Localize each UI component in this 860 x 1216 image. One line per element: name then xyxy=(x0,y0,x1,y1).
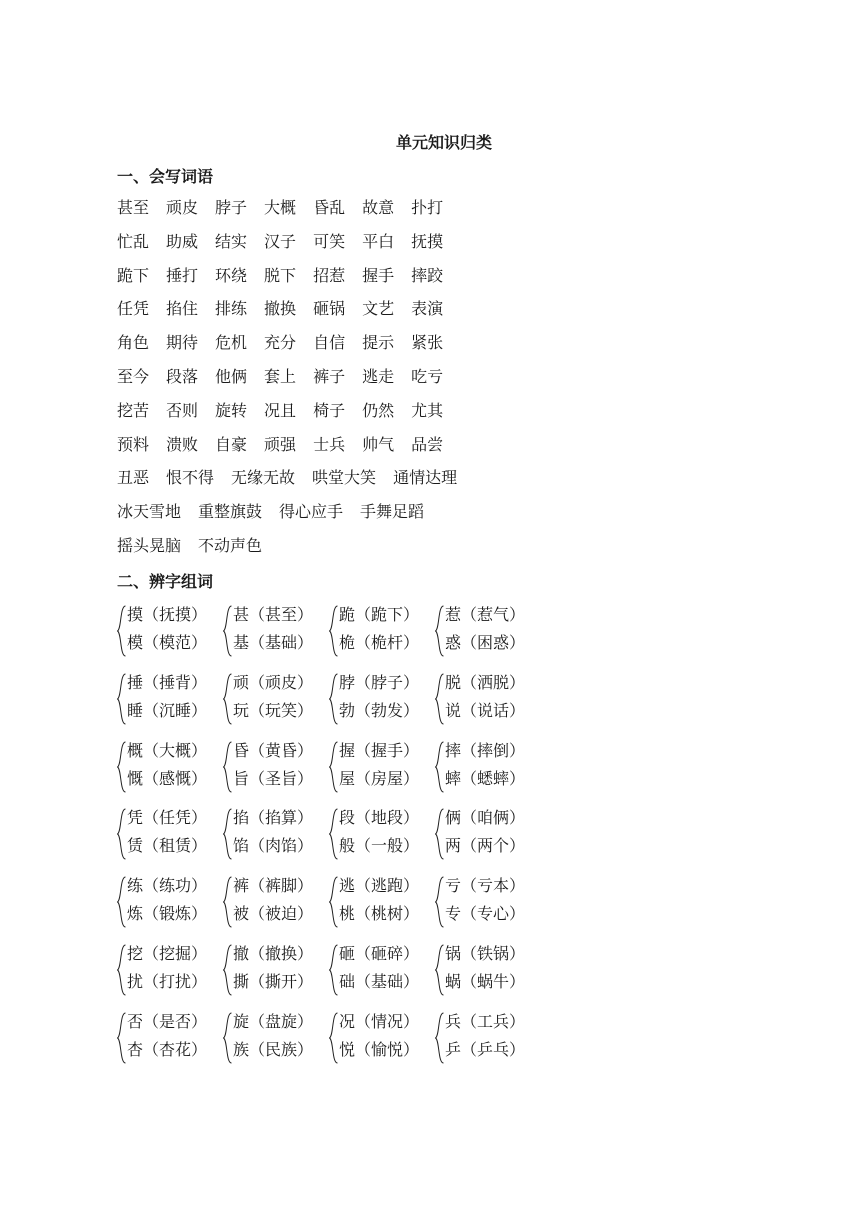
character-pair xyxy=(329,874,435,930)
word-item: 抚摸 xyxy=(411,231,444,251)
word-list xyxy=(117,197,474,569)
word-item: 椅子 xyxy=(313,400,346,420)
character-pair xyxy=(117,739,223,795)
word-row xyxy=(117,197,474,231)
character-pair xyxy=(329,739,435,795)
word-item: 昏乱 xyxy=(313,198,346,217)
pair-line: 惑（困惑） xyxy=(445,633,526,652)
brace-icon xyxy=(435,876,444,932)
brace-icon xyxy=(435,741,444,797)
word-item: 脱下 xyxy=(264,265,297,285)
character-pair xyxy=(223,874,329,930)
pair-line: 说（说话） xyxy=(445,700,526,720)
character-pair xyxy=(435,942,541,998)
word-item: 哄堂大笑 xyxy=(312,468,377,488)
word-item: 招惹 xyxy=(313,265,346,285)
word-item: 挖苦 xyxy=(117,400,150,420)
pair-line: 摸（抚摸） xyxy=(127,605,208,624)
word-item: 砸锅 xyxy=(313,299,346,319)
word-item: 摔跤 xyxy=(411,265,444,285)
brace-icon xyxy=(223,605,232,661)
pair-line: 段（地段） xyxy=(339,808,420,828)
pair-line: 桃（桃树） xyxy=(339,904,420,924)
pair-group xyxy=(117,739,541,807)
character-pair xyxy=(223,739,329,795)
pair-line: 裤（裤脚） xyxy=(233,876,314,896)
word-item: 脖子 xyxy=(215,198,248,217)
pair-line: 握（握手） xyxy=(339,740,420,760)
pair-line: 杏（杏花） xyxy=(127,1039,208,1059)
pair-line: 脱（洒脱） xyxy=(445,672,526,692)
word-item: 忙乱 xyxy=(117,231,150,251)
word-item: 吃亏 xyxy=(411,366,444,386)
word-item: 得心应手 xyxy=(279,502,344,522)
brace-icon xyxy=(223,1012,232,1068)
character-pair xyxy=(117,671,223,727)
pair-group xyxy=(117,1010,541,1078)
word-item: 环绕 xyxy=(215,265,248,285)
word-item: 可笑 xyxy=(313,231,346,251)
brace-icon xyxy=(117,808,126,864)
word-item: 士兵 xyxy=(313,434,346,454)
word-item: 手舞足蹈 xyxy=(360,502,425,522)
word-row xyxy=(117,231,474,265)
word-item: 裤子 xyxy=(313,366,346,386)
word-item: 表演 xyxy=(411,299,444,319)
pair-line: 勃（勃发） xyxy=(339,700,420,720)
pair-line: 跪（跪下） xyxy=(339,605,420,624)
word-row xyxy=(117,332,474,366)
brace-icon xyxy=(117,741,126,797)
character-pair xyxy=(435,1010,541,1066)
word-item: 无缘无故 xyxy=(231,468,296,488)
word-item: 套上 xyxy=(264,366,297,386)
word-item: 自豪 xyxy=(215,434,248,454)
character-pair xyxy=(223,942,329,998)
word-item: 至今 xyxy=(117,366,150,386)
word-item: 预料 xyxy=(117,434,150,454)
word-row xyxy=(117,366,474,400)
character-pair xyxy=(329,1010,435,1066)
brace-icon xyxy=(329,944,338,1000)
character-pair xyxy=(223,1010,329,1066)
word-item: 充分 xyxy=(264,333,297,353)
brace-icon xyxy=(329,673,338,729)
word-row xyxy=(117,434,474,468)
brace-icon xyxy=(329,741,338,797)
pair-line: 兵（工兵） xyxy=(445,1011,526,1031)
word-item: 角色 xyxy=(117,333,150,353)
pair-line: 悦（愉悦） xyxy=(339,1039,420,1059)
word-item: 他俩 xyxy=(215,366,248,386)
character-pair xyxy=(435,806,541,862)
pair-line: 撤（撤换） xyxy=(233,943,314,963)
word-item: 期待 xyxy=(166,333,199,353)
character-pair xyxy=(329,671,435,727)
pair-line: 砸（砸碎） xyxy=(339,943,420,963)
brace-icon xyxy=(329,605,338,661)
pair-line: 般（一般） xyxy=(339,836,420,856)
word-item: 撤换 xyxy=(264,299,297,319)
pair-line: 扰（打扰） xyxy=(127,971,208,991)
word-item: 任凭 xyxy=(117,299,150,319)
pair-group xyxy=(117,671,541,739)
word-item: 捶打 xyxy=(166,265,199,285)
character-pair-list xyxy=(117,603,541,1078)
word-item: 汉子 xyxy=(264,231,297,251)
pair-line: 甚（甚至） xyxy=(233,605,314,624)
word-item: 仍然 xyxy=(362,400,395,420)
character-pair xyxy=(117,942,223,998)
character-pair xyxy=(329,942,435,998)
pair-line: 顽（顽皮） xyxy=(233,672,314,692)
brace-icon xyxy=(435,808,444,864)
word-item: 结实 xyxy=(215,231,248,251)
pair-line: 赁（租赁） xyxy=(127,836,208,856)
character-pair xyxy=(117,1010,223,1066)
brace-icon xyxy=(223,741,232,797)
brace-icon xyxy=(329,876,338,932)
word-item: 段落 xyxy=(166,366,199,386)
word-item: 通情达理 xyxy=(393,468,458,488)
word-item: 文艺 xyxy=(362,299,395,319)
pair-line: 专（专心） xyxy=(445,904,526,924)
pair-line: 掐（掐算） xyxy=(233,808,314,828)
word-item: 掐住 xyxy=(166,299,199,319)
word-item: 溃败 xyxy=(166,434,199,454)
brace-icon xyxy=(117,876,126,932)
brace-icon xyxy=(435,673,444,729)
pair-line: 惹（惹气） xyxy=(445,605,526,624)
word-row xyxy=(117,467,474,501)
pair-line: 被（被迫） xyxy=(233,904,314,924)
word-item: 自信 xyxy=(313,333,346,353)
pair-line: 屋（房屋） xyxy=(339,768,420,788)
word-item: 品尝 xyxy=(411,434,444,454)
character-pair xyxy=(223,671,329,727)
pair-line: 玩（玩笑） xyxy=(233,700,314,720)
pair-line: 俩（咱俩） xyxy=(445,808,526,828)
pair-line: 炼（锻炼） xyxy=(127,904,208,924)
pair-line: 况（情况） xyxy=(339,1011,420,1031)
brace-icon xyxy=(117,944,126,1000)
brace-icon xyxy=(435,944,444,1000)
word-item: 尤其 xyxy=(411,400,444,420)
brace-icon xyxy=(223,876,232,932)
word-item: 大概 xyxy=(264,198,297,217)
brace-icon xyxy=(117,673,126,729)
character-pair xyxy=(117,806,223,862)
word-item: 排练 xyxy=(215,299,248,319)
character-pair xyxy=(329,806,435,862)
pair-line: 睡（沉睡） xyxy=(127,700,208,720)
word-item: 紧张 xyxy=(411,333,444,353)
pair-line: 凭（任凭） xyxy=(127,808,208,828)
word-row xyxy=(117,298,474,332)
pair-line: 蟀（蟋蟀） xyxy=(445,768,526,788)
pair-line: 撕（撕开） xyxy=(233,971,314,991)
pair-line: 模（模范） xyxy=(127,633,208,652)
character-pair xyxy=(223,603,329,659)
pair-line: 逃（逃跑） xyxy=(339,876,420,896)
word-item: 握手 xyxy=(362,265,395,285)
word-item: 否则 xyxy=(166,400,199,420)
section-heading-distinguish-characters: 二、辨字组词 xyxy=(117,572,214,591)
character-pair xyxy=(435,671,541,727)
pair-line: 蜗（蜗牛） xyxy=(445,971,526,991)
pair-line: 族（民族） xyxy=(233,1039,314,1059)
brace-icon xyxy=(329,1012,338,1068)
word-item: 顽皮 xyxy=(166,198,199,217)
pair-line: 两（两个） xyxy=(445,836,526,856)
word-item: 帅气 xyxy=(362,434,395,454)
brace-icon xyxy=(435,1012,444,1068)
brace-icon xyxy=(329,808,338,864)
brace-icon xyxy=(223,944,232,1000)
pair-line: 挖（挖掘） xyxy=(127,943,208,963)
pair-line: 旨（圣旨） xyxy=(233,768,314,788)
word-item: 恨不得 xyxy=(166,468,215,488)
character-pair xyxy=(435,603,541,659)
character-pair xyxy=(223,806,329,862)
pair-line: 概（大概） xyxy=(127,740,208,760)
brace-icon xyxy=(435,605,444,661)
pair-line: 馅（肉馅） xyxy=(233,836,314,856)
character-pair xyxy=(117,603,223,659)
word-row xyxy=(117,501,474,535)
word-item: 提示 xyxy=(362,333,395,353)
pair-line: 摔（摔倒） xyxy=(445,740,526,760)
pair-line: 捶（捶背） xyxy=(127,672,208,692)
pair-line: 昏（黄昏） xyxy=(233,740,314,760)
pair-group xyxy=(117,942,541,1010)
brace-icon xyxy=(117,1012,126,1068)
pair-line: 亏（亏本） xyxy=(445,876,526,896)
word-row xyxy=(117,400,474,434)
pair-line: 础（基础） xyxy=(339,971,420,991)
word-item: 丑恶 xyxy=(117,468,150,488)
pair-line: 乒（乒乓） xyxy=(445,1039,526,1059)
page-title: 单元知识归类 xyxy=(396,133,493,152)
word-item: 跪下 xyxy=(117,265,150,285)
character-pair xyxy=(117,874,223,930)
pair-line: 基（基础） xyxy=(233,633,314,652)
word-item: 平白 xyxy=(362,231,395,251)
word-item: 旋转 xyxy=(215,400,248,420)
pair-line: 旋（盘旋） xyxy=(233,1011,314,1031)
pair-line: 练（练功） xyxy=(127,876,208,896)
word-item: 顽强 xyxy=(264,434,297,454)
word-item: 危机 xyxy=(215,333,248,353)
word-row xyxy=(117,535,474,569)
section-heading-write-words: 一、会写词语 xyxy=(117,167,214,186)
word-item: 逃走 xyxy=(362,366,395,386)
word-item: 况且 xyxy=(264,400,297,420)
pair-group xyxy=(117,806,541,874)
pair-line: 否（是否） xyxy=(127,1011,208,1031)
pair-line: 慨（感慨） xyxy=(127,768,208,788)
pair-group xyxy=(117,874,541,942)
word-item: 扑打 xyxy=(411,198,444,217)
word-row xyxy=(117,265,474,299)
pair-line: 锅（铁锅） xyxy=(445,943,526,963)
pair-group xyxy=(117,603,541,671)
character-pair xyxy=(329,603,435,659)
pair-line: 脖（脖子） xyxy=(339,672,420,692)
brace-icon xyxy=(117,605,126,661)
word-item: 重整旗鼓 xyxy=(198,502,263,522)
word-item: 助威 xyxy=(166,231,199,251)
word-item: 摇头晃脑 xyxy=(117,535,182,555)
brace-icon xyxy=(223,673,232,729)
word-item: 甚至 xyxy=(117,198,150,217)
word-item: 不动声色 xyxy=(198,535,263,555)
character-pair xyxy=(435,739,541,795)
word-item: 冰天雪地 xyxy=(117,502,182,522)
pair-line: 桅（桅杆） xyxy=(339,633,420,652)
word-item: 故意 xyxy=(362,198,395,217)
brace-icon xyxy=(223,808,232,864)
character-pair xyxy=(435,874,541,930)
